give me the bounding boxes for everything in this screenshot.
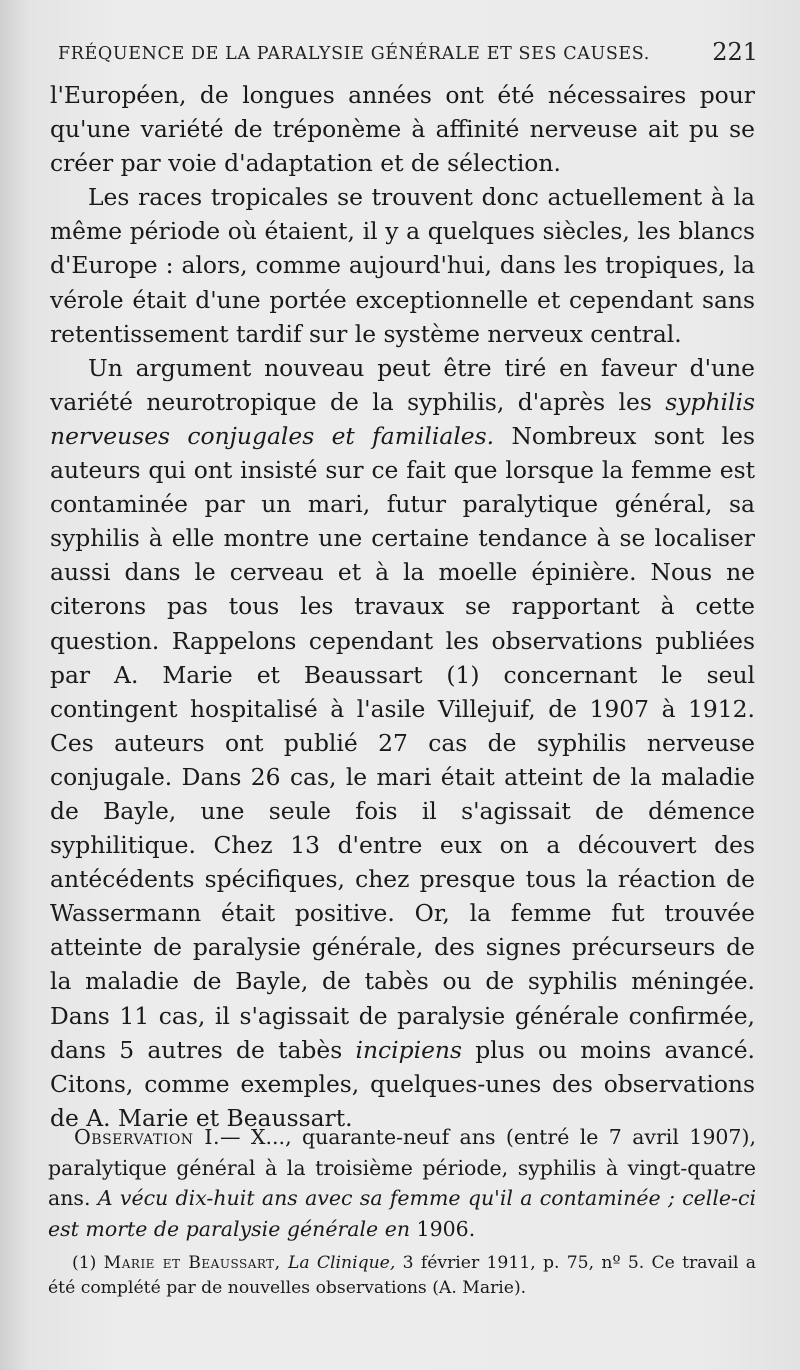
- running-head: [58, 38, 758, 66]
- paragraph-3-italic-2: incipiens: [355, 1035, 462, 1064]
- footnote-rest: 3 février 1911, p. 75, nº 5. Ce travail a été complété par de nouvelles observations (A. Marie).: [48, 1253, 756, 1298]
- footnote-marker: (1): [72, 1253, 104, 1273]
- footnote: [48, 1251, 756, 1301]
- running-head-title: FRÉQUENCE DE LA PARALYSIE GÉNÉRALE ET SES CAUSES.: [58, 44, 650, 64]
- paragraph-3-start: Un argument nouveau peut être tiré en faveur d'une variété neurotropique de la syphilis, d'après les: [50, 353, 755, 416]
- paragraph-2: Les races tropicales se trouvent donc actuellement à la même période où étaient, il y a quelques siècles, les blancs d'Europe : alors, comme aujourd'hui, dans les tropiques, la vérole était d'une portée exceptionnelle et cependant sans retentissement tardif sur le système nerveux central.: [50, 183, 755, 348]
- observation-label: Observation I.: [74, 1125, 221, 1149]
- paragraph-3: [50, 351, 755, 1135]
- observation-block: [48, 1122, 756, 1244]
- page-number: 221: [712, 38, 758, 66]
- footnote-journal: La Clinique,: [280, 1253, 396, 1273]
- observation-italic: A vécu dix-huit ans avec sa femme qu'il a contaminée ; celle-ci est morte de paralysie générale en: [48, 1186, 756, 1241]
- observation-text: — X..., quarante-neuf ans (entré le 7 avril 1907), paralytique général à la troisième période, syphilis à vingt-quatre ans.: [48, 1125, 756, 1210]
- paragraph-3-end: plus ou moins avancé. Citons, comme exemples, quelques-unes des observations de A. Marie et Beaussart.: [50, 1035, 755, 1132]
- paragraph-3-italic: syphilis nerveuses conjugales et familiales.: [50, 387, 755, 450]
- main-text: [50, 78, 755, 1135]
- footnote-authors: Marie et Beaussart,: [103, 1253, 281, 1273]
- paragraph-3-middle: Nombreux sont les auteurs qui ont insisté sur ce fait que lorsque la femme est contaminée par un mari, futur paralytique général, sa syphilis à elle montre une certaine tendance à se localiser aussi dans le cerveau et à la moelle épinière. Nous ne citerons pas tous les travaux se rapportant à cette question. Rappelons cependant les observations publiées par A. Marie et Beaussart (1) concernant le seul contingent hospitalisé à l'asile Villejuif, de 1907 à 1912. Ces auteurs ont publié 27 cas de syphilis nerveuse conjugale. Dans 26 cas, le mari était atteint de la maladie de Bayle, une seule fois il s'agissait de démence syphilitique. Chez 13 d'entre eux on a découvert des antécédents spécifiques, chez presque tous la réaction de Wassermann était positive. Or, la femme fut trouvée atteinte de paralysie générale, des signes précurseurs de la maladie de Bayle, de tabès ou de syphilis méningée. Dans 11 cas, il s'agissait de paralysie générale confirmée, dans 5 autres de tabès: [50, 421, 755, 1064]
- paragraph-1: l'Européen, de longues années ont été nécessaires pour qu'une variété de tréponème à affinité nerveuse ait pu se créer par voie d'adaptation et de sélection.: [50, 81, 755, 178]
- observation-year: 1906.: [410, 1216, 476, 1241]
